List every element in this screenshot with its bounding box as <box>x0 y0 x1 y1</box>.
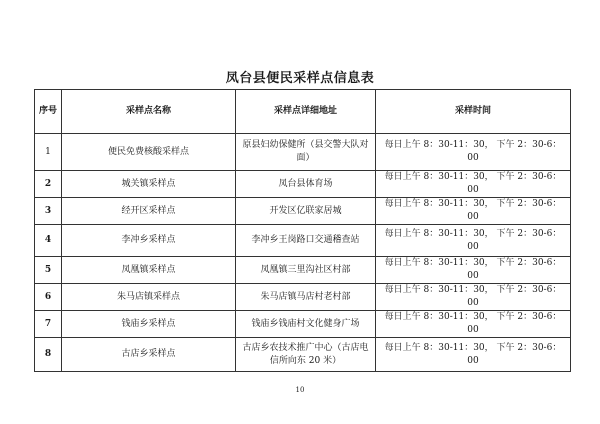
header-name: 采样点名称 <box>62 90 236 134</box>
header-index: 序号 <box>35 90 62 134</box>
row-index: 4 <box>35 225 62 257</box>
table-row <box>35 311 571 338</box>
row-address: 李冲乡王岗路口交通稽查站 <box>236 225 376 257</box>
row-time: 每日上午 8：30-11：30， 下午 2：30-6：00 <box>376 198 571 225</box>
row-index: 2 <box>35 171 62 198</box>
header-time: 采样时间 <box>376 90 571 134</box>
row-name: 便民免费核酸采样点 <box>62 134 236 171</box>
row-time: 每日上午 8：30-11：30， 下午 2：30-6：00 <box>376 284 571 311</box>
header-address: 采样点详细地址 <box>236 90 376 134</box>
row-name: 朱马店镇采样点 <box>62 284 236 311</box>
table-row <box>35 284 571 311</box>
sampling-points-table <box>34 89 571 372</box>
table-header-row <box>35 90 571 134</box>
row-index: 8 <box>35 338 62 372</box>
row-address: 凤凰镇三里沟社区村部 <box>236 257 376 284</box>
row-index: 3 <box>35 198 62 225</box>
document-title: 凤台县便民采样点信息表 <box>225 71 375 86</box>
row-time: 每日上午 8：30-11：30， 下午 2：30-6：00 <box>376 338 571 372</box>
row-time: 每日上午 8：30-11：30， 下午 2：30-6：00 <box>376 171 571 198</box>
row-name: 古店乡采样点 <box>62 338 236 372</box>
row-address: 朱马店镇马店村老村部 <box>236 284 376 311</box>
row-time: 每日上午 8：30-11：30， 下午 2：30-6：00 <box>376 225 571 257</box>
table-row <box>35 198 571 225</box>
row-name: 钱庙乡采样点 <box>62 311 236 338</box>
row-index: 7 <box>35 311 62 338</box>
row-address: 古店乡农技术推广中心（古店电信所向东 20 米） <box>236 338 376 372</box>
table-row <box>35 225 571 257</box>
page-number: 10 <box>295 386 305 394</box>
row-index: 5 <box>35 257 62 284</box>
table-row <box>35 134 571 171</box>
row-name: 凤凰镇采样点 <box>62 257 236 284</box>
row-address: 凤台县体育场 <box>236 171 376 198</box>
row-time: 每日上午 8：30-11：30， 下午 2：30-6：00 <box>376 134 571 171</box>
table-row <box>35 257 571 284</box>
row-address: 原县妇幼保健所（县交警大队对面） <box>236 134 376 171</box>
table-row <box>35 171 571 198</box>
row-name: 李冲乡采样点 <box>62 225 236 257</box>
row-index: 1 <box>35 134 62 171</box>
row-address: 开发区亿联家居城 <box>236 198 376 225</box>
row-address: 钱庙乡钱庙村文化健身广场 <box>236 311 376 338</box>
row-name: 城关镇采样点 <box>62 171 236 198</box>
row-index: 6 <box>35 284 62 311</box>
row-time: 每日上午 8：30-11：30， 下午 2：30-6：00 <box>376 257 571 284</box>
table-row <box>35 338 571 372</box>
row-time: 每日上午 8：30-11：30， 下午 2：30-6：00 <box>376 311 571 338</box>
row-name: 经开区采样点 <box>62 198 236 225</box>
